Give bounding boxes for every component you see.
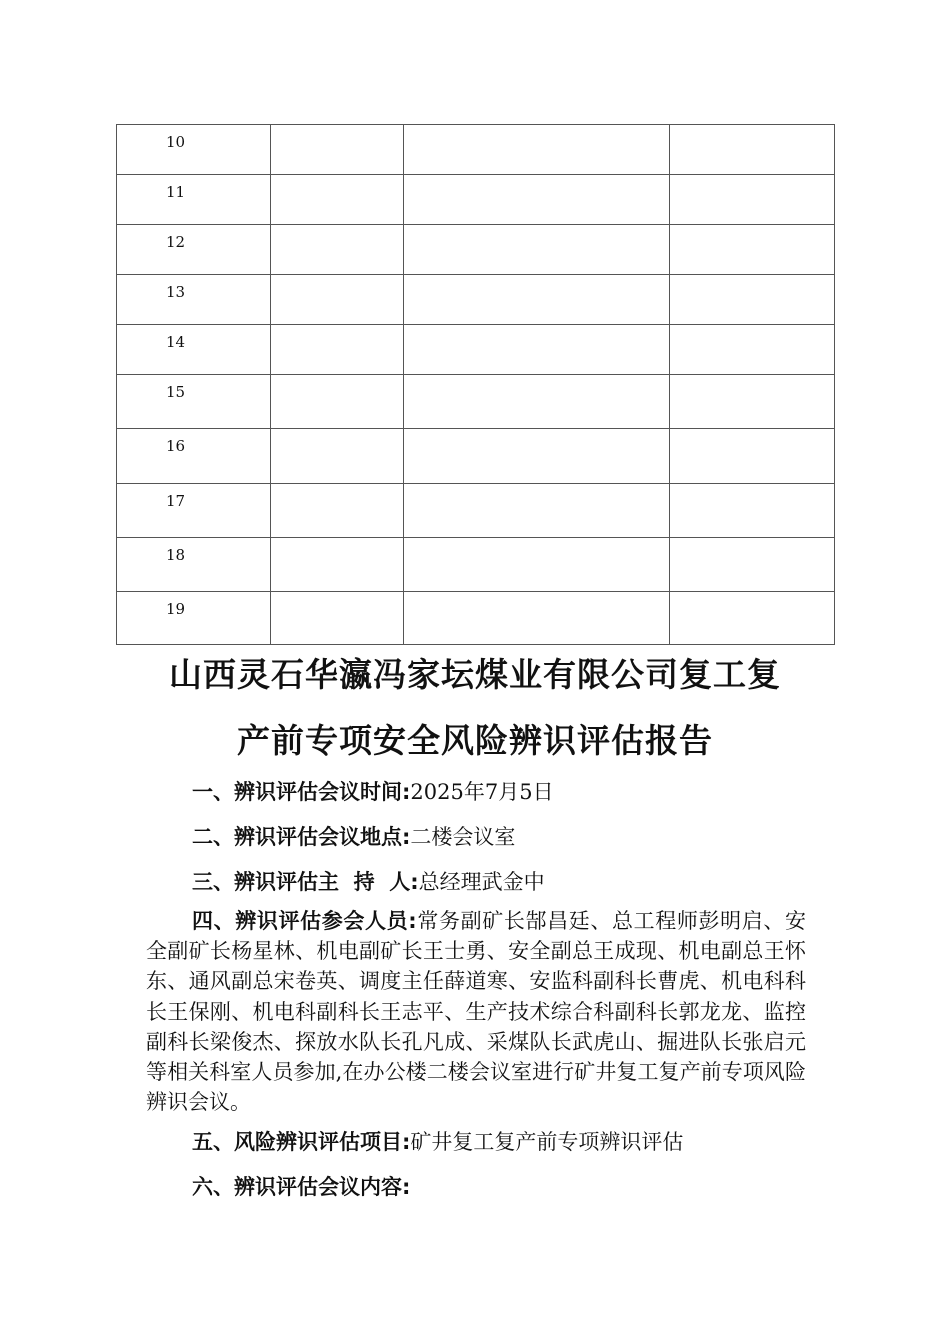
table-row	[117, 592, 835, 645]
row-number: 10	[117, 125, 271, 175]
table-row	[117, 125, 835, 175]
row-number: 18	[117, 538, 271, 592]
table-row	[117, 484, 835, 538]
table-row	[117, 275, 835, 325]
meeting-content-label: 六、辨识评估会议内容:	[192, 1175, 411, 1199]
table-row	[117, 225, 835, 275]
row-number: 12	[117, 225, 271, 275]
table-row	[117, 325, 835, 375]
attendees-label: 四、辨识评估参会人员:	[192, 909, 417, 933]
table-row	[117, 375, 835, 429]
assessment-project	[192, 1126, 683, 1156]
table-row	[117, 538, 835, 592]
meeting-location	[192, 821, 515, 851]
report-title-line-1: 山西灵石华瀛冯家坛煤业有限公司复工复	[169, 655, 781, 694]
meeting-location-label: 二、辨识评估会议地点:	[192, 825, 411, 849]
row-number: 16	[117, 429, 271, 484]
meeting-host-value: 总经理武金中	[418, 870, 545, 894]
meeting-host	[192, 866, 545, 896]
meeting-time-label: 一、辨识评估会议时间:	[192, 780, 411, 804]
row-number: 15	[117, 375, 271, 429]
table-row	[117, 175, 835, 225]
report-title-line-2: 产前专项安全风险辨识评估报告	[237, 721, 713, 760]
meeting-time-value: 2025年7月5日	[410, 780, 554, 804]
record-table	[116, 124, 835, 645]
assessment-project-label: 五、风险辨识评估项目:	[192, 1130, 411, 1154]
attendees-value: 常务副矿长郜昌廷、总工程师彭明启、安全副矿长杨星林、机电副矿长王士勇、安全副总王成现、机电副总王怀东、通风副总宋卷英、调度主任薛道寒、安监科副科长曹虎、机电科科长王保刚、机电科副科长王志平、生产技术综合科副科长郭龙龙、监控副科长梁俊杰、探放水队长孔凡成、采煤队长武虎山、掘进队长张启元等相关科室人员参加,在办公楼二楼会议室进行矿井复工复产前专项风险辨识会议。	[146, 909, 806, 1115]
assessment-project-value: 矿井复工复产前专项辨识评估	[410, 1130, 684, 1154]
meeting-time	[192, 776, 554, 806]
row-number: 17	[117, 484, 271, 538]
meeting-host-label: 三、辨识评估主 持 人:	[192, 870, 419, 894]
meeting-content	[192, 1171, 410, 1201]
attendees-paragraph	[146, 906, 806, 1117]
row-number: 13	[117, 275, 271, 325]
row-number: 19	[117, 592, 271, 645]
row-number: 14	[117, 325, 271, 375]
row-number: 11	[117, 175, 271, 225]
table-row	[117, 429, 835, 484]
meeting-location-value: 二楼会议室	[410, 825, 516, 849]
